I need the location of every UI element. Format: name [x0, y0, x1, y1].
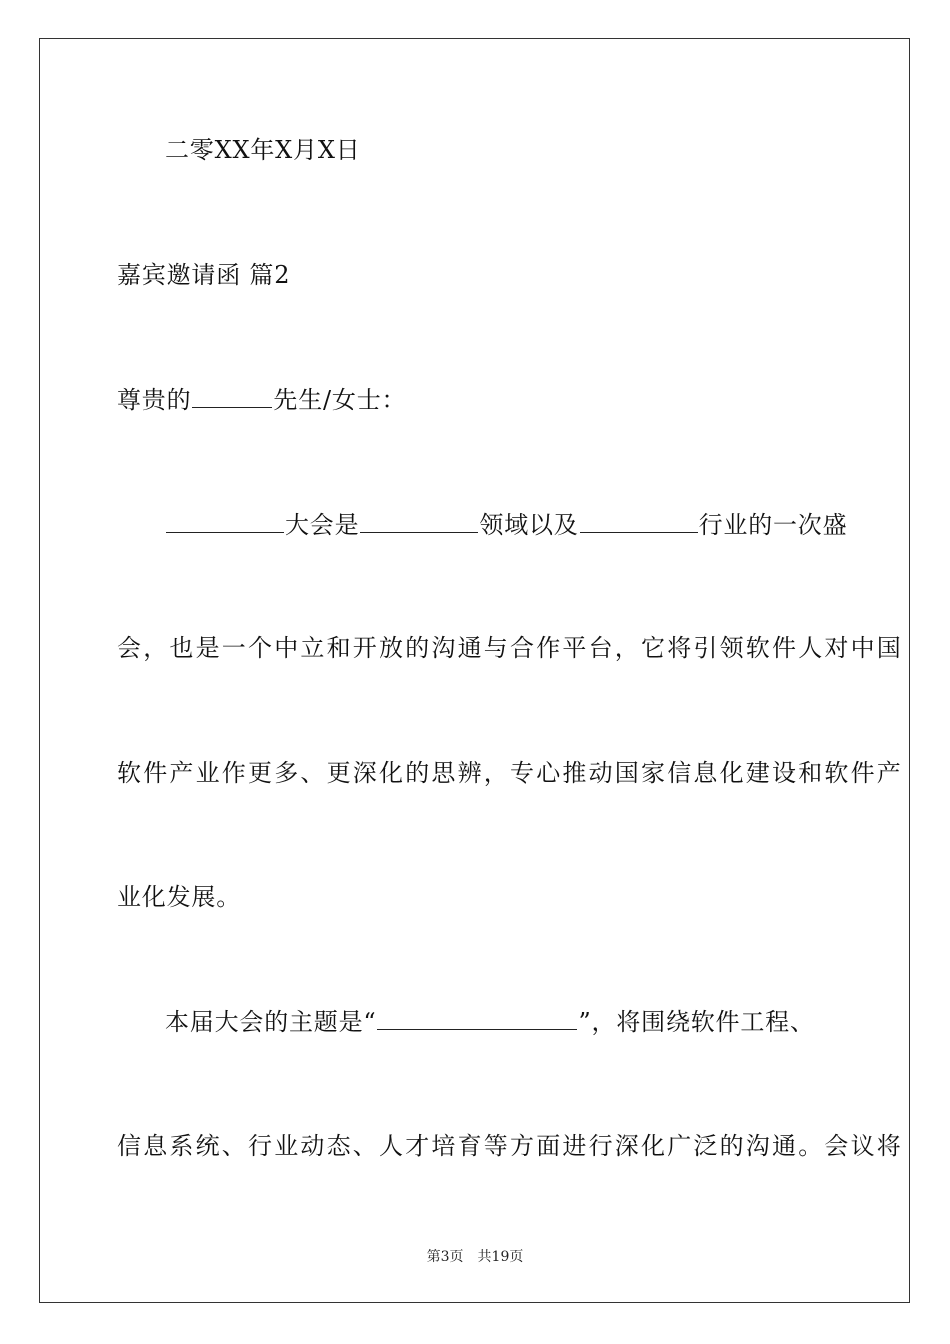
paragraph-2-line-1 [117, 1002, 833, 1042]
page-border [39, 38, 910, 1303]
p2-line2-text: 信息系统、行业动态、人才培育等方面进行深化广泛的沟通。会议将 [117, 1132, 903, 1160]
paragraph-1-line-4 [117, 877, 833, 917]
section-title-text: 嘉宾邀请函 篇2 [117, 261, 291, 289]
p2-prefix: 本届大会的主题是“ [165, 1008, 377, 1036]
p1-seg2: 领域以及 [479, 511, 579, 539]
p1-line4-text: 业化发展。 [117, 883, 241, 911]
total-pages: 共19页 [477, 1249, 524, 1265]
p1-line3-text: 软件产业作更多、更深化的思辨，专心推动国家信息化建设和软件产 [117, 759, 903, 787]
page-footer [0, 1246, 950, 1266]
paragraph-1-line-1 [117, 505, 848, 545]
page-number: 第3页 [426, 1249, 464, 1265]
section-title [117, 255, 833, 295]
theme-blank [377, 1007, 577, 1030]
field-blank [360, 510, 478, 533]
paragraph-1-line-2 [117, 628, 903, 668]
date-line [117, 130, 833, 170]
salutation-suffix: 先生/女士： [273, 386, 407, 414]
p1-line2-text: 会，也是一个中立和开放的沟通与合作平台，它将引领软件人对中国 [117, 634, 903, 662]
name-blank [192, 385, 272, 408]
event-name-blank [166, 510, 284, 533]
paragraph-1-line-3 [117, 753, 903, 793]
salutation-prefix: 尊贵的 [117, 386, 192, 414]
date-text: 二零XX年X月X日 [165, 136, 361, 164]
p2-suffix: ”，将围绕软件工程、 [578, 1008, 815, 1036]
p1-seg3: 行业的一次盛 [698, 511, 848, 539]
paragraph-2-line-2 [117, 1126, 903, 1166]
p1-seg1: 大会是 [285, 511, 360, 539]
salutation [117, 380, 833, 420]
industry-blank [580, 510, 698, 533]
